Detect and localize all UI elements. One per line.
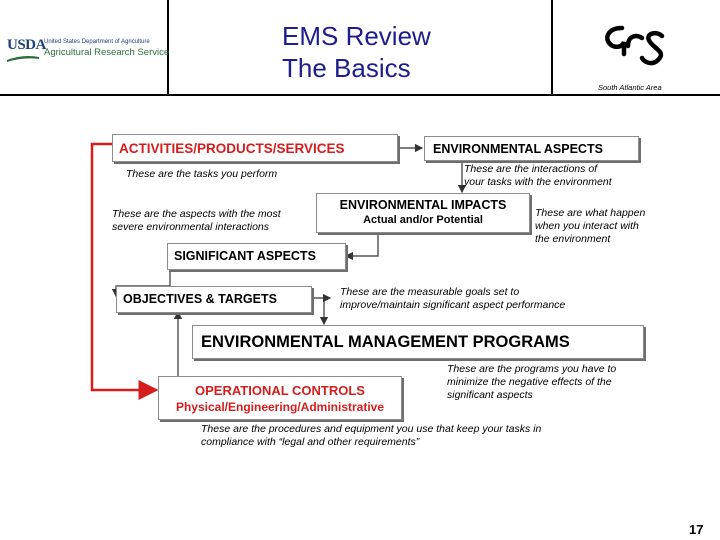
box-significant-aspects: SIGNIFICANT ASPECTS (167, 243, 346, 270)
title-line-1: EMS Review (282, 21, 431, 51)
region-label: South Atlantic Area (598, 83, 662, 92)
note-severe-line-2: severe environmental interactions (112, 221, 269, 233)
note-happen (535, 207, 645, 246)
usda-wordmark: USDA (7, 37, 46, 53)
note-programs-line-2: minimize the negative effects of the (447, 376, 612, 388)
box-environmental-aspects: ENVIRONMENTAL ASPECTS (424, 136, 639, 161)
note-goals (340, 286, 565, 312)
controls-title: OPERATIONAL CONTROLS (195, 383, 365, 398)
impacts-subtitle: Actual and/or Potential (363, 214, 483, 226)
note-procedures (201, 423, 541, 449)
note-programs-line-1: These are the programs you have to (447, 363, 617, 375)
note-goals-line-1: These are the measurable goals set to (340, 286, 520, 298)
title-line-2: The Basics (282, 53, 411, 83)
note-interactions-line-1: These are the interactions of (464, 163, 598, 175)
note-programs-line-3: significant aspects (447, 389, 533, 401)
box-management-programs: ENVIRONMENTAL MANAGEMENT PROGRAMS (192, 325, 644, 359)
note-interactions-line-2: your tasks with the environment (464, 176, 612, 188)
note-severe-line-1: These are the aspects with the most (112, 208, 281, 220)
note-interactions (464, 163, 612, 189)
note-happen-line-3: the environment (535, 233, 611, 245)
impacts-title: ENVIRONMENTAL IMPACTS (339, 198, 507, 212)
note-procedures-line-2: compliance with “legal and other requirements” (201, 436, 420, 448)
controls-subtitle: Physical/Engineering/Administrative (175, 400, 385, 414)
arrow-impacts-to-significant (346, 234, 378, 256)
usda-department: United States Department of Agriculture (44, 39, 150, 45)
box-activities: ACTIVITIES/PRODUCTS/SERVICES (112, 134, 398, 162)
note-tasks-line-1: These are the tasks you perform (126, 168, 278, 180)
usda-service: Agricultural Research Service (44, 47, 170, 58)
note-happen-line-1: These are what happen (535, 207, 646, 219)
box-operational-controls (158, 376, 402, 420)
note-severe (112, 208, 281, 234)
page-number: 17 (689, 522, 704, 537)
note-happen-line-2: when you interact with (535, 220, 639, 232)
note-goals-line-2: improve/maintain significant aspect performance (340, 299, 566, 311)
box-environmental-impacts (316, 193, 530, 233)
note-programs (447, 363, 616, 402)
note-procedures-line-1: These are the procedures and equipment you use that keep your tasks in (201, 423, 542, 435)
box-objectives-targets: OBJECTIVES & TARGETS (116, 286, 312, 313)
note-tasks (126, 168, 277, 181)
